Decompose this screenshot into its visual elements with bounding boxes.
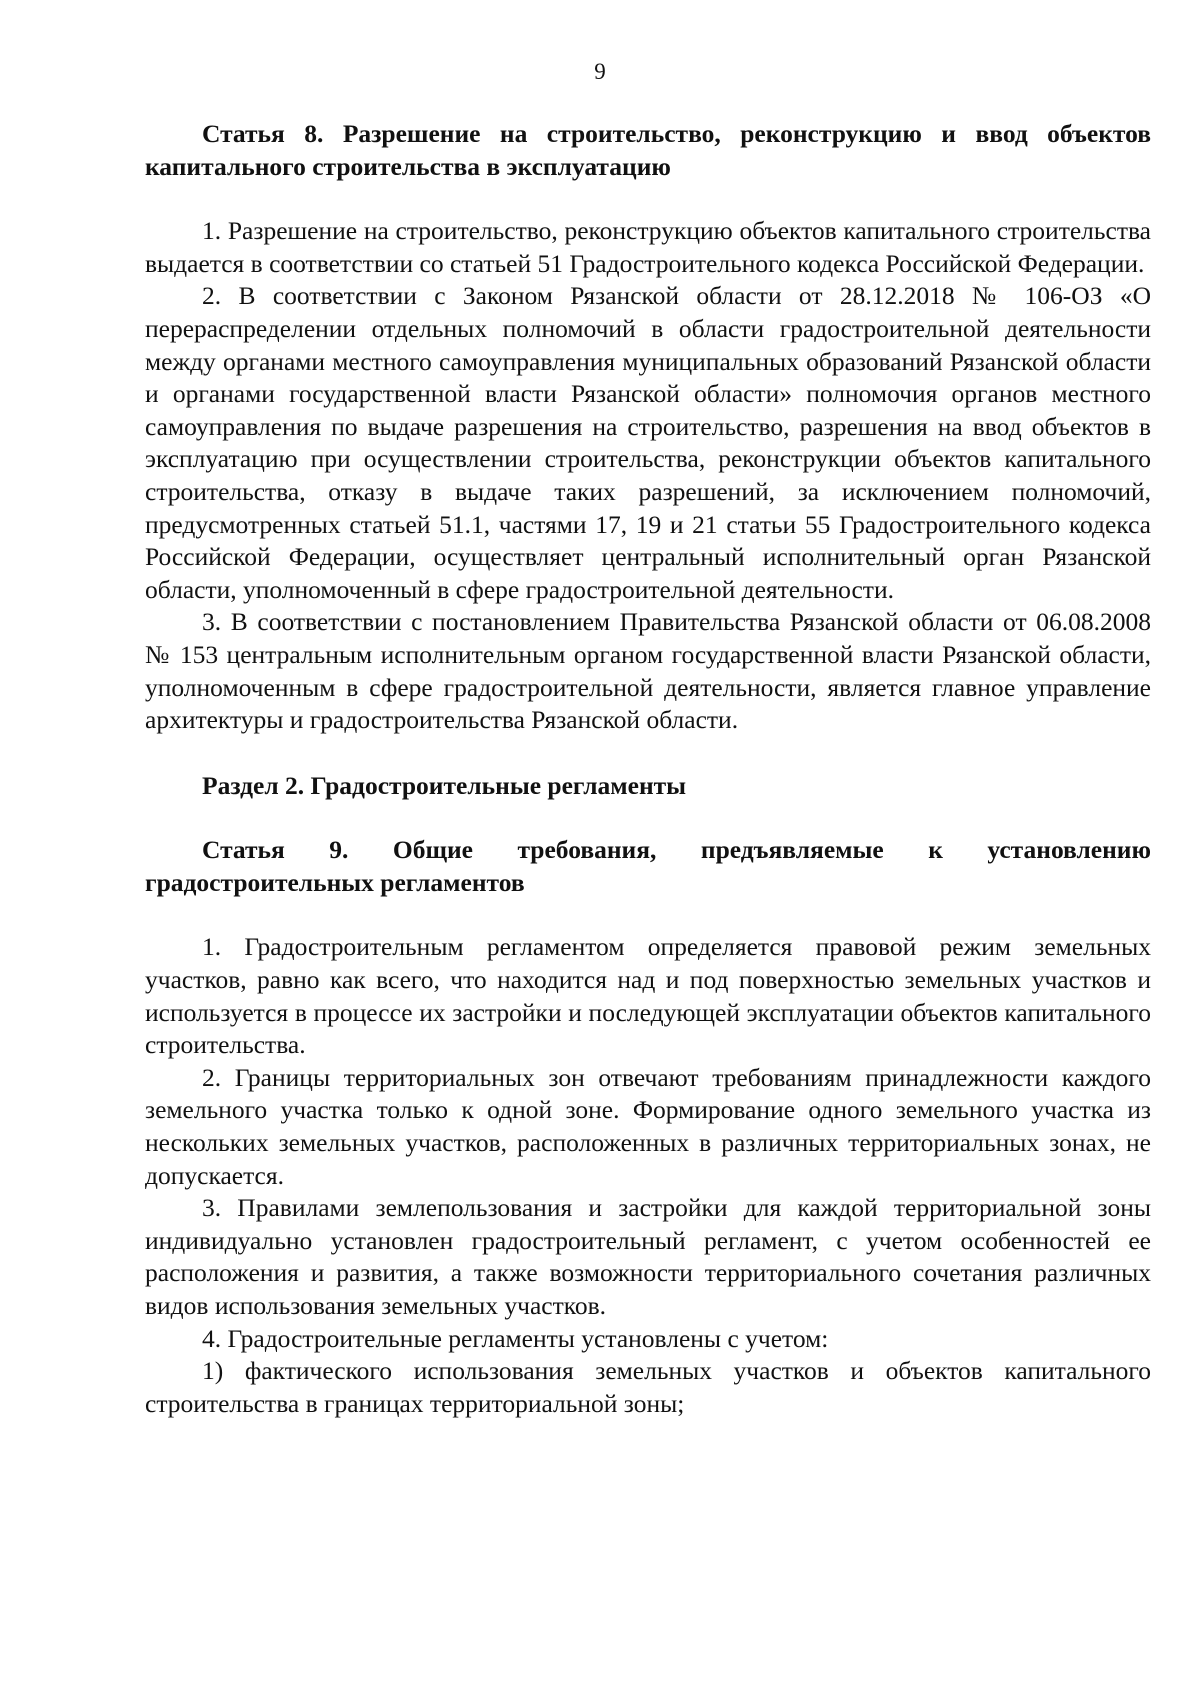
page-number: 9: [594, 59, 606, 84]
article-9-paragraph-5: 1) фактического использования земельных участков и объектов капитального строительства в границах территориальной зоны;: [145, 1356, 1151, 1418]
section-2-title: Раздел 2. Градостроительные регламенты: [202, 770, 687, 800]
article-9-paragraph-4: 4. Градостроительные регламенты установлены с учетом:: [202, 1323, 829, 1353]
article-9-paragraph-2: 2. Границы территориальных зон отвечают требованиям принадлежности каждого земельного участка только к одной зоне. Формирование одного земельного участка из нескольких земельных участков, расположенных в различных территориальных зонах, не допускается.: [145, 1062, 1151, 1190]
article-9-title: Статья 9. Общие требования, предъявляемые к установлению градостроительных регламентов: [145, 835, 1151, 897]
article-8-paragraph-3: 3. В соответствии с постановлением Правительства Рязанской области от 06.08.2008 № 153 центральным исполнительным органом государственной власти Рязанской области, уполномоченным в сфере градостроительной деятельности, является главное управление архитектуры и градостроительства Рязанской области.: [145, 607, 1151, 735]
article-8-paragraph-1: 1. Разрешение на строительство, реконструкцию объектов капитального строительства выдается в соответствии со статьей 51 Градостроительного кодекса Российской Федерации.: [145, 216, 1151, 278]
article-9-paragraph-1: 1. Градостроительным регламентом определяется правовой режим земельных участков, равно как всего, что находится над и под поверхностью земельных участков и используется в процессе их застройки и последующей эксплуатации объектов капитального строительства.: [145, 932, 1151, 1060]
article-9-paragraph-3: 3. Правилами землепользования и застройки для каждой территориальной зоны индивидуально установлен градостроительный регламент, с учетом особенностей ее расположения и развития, а также возможности территориального сочетания различных видов использования земельных участков.: [145, 1193, 1151, 1320]
document-body: [145, 118, 1151, 1420]
article-8-title: Статья 8. Разрешение на строительство, реконструкцию и ввод объектов капитального строительства в эксплуатацию: [145, 119, 1151, 181]
article-8-paragraph-2: 2. В соответствии с Законом Рязанской области от 28.12.2018 № 106-ОЗ «О перераспределении отдельных полномочий в области градостроительной деятельности между органами местного самоуправления муниципальных образований Рязанской области и органами государственной власти Рязанской области» полномочия органов местного самоуправления по выдаче разрешения на строительство, разрешения на ввод объектов в эксплуатацию при осуществлении строительства, реконструкции объектов капитального строительства, отказу в выдаче таких разрешений, за исключением полномочий, предусмотренных статьей 51.1, частями 17, 19 и 21 статьи 55 Градостроительного кодекса Российской Федерации, осуществляет центральный исполнительный орган Рязанской области, уполномоченный в сфере градостроительной деятельности.: [145, 281, 1151, 604]
